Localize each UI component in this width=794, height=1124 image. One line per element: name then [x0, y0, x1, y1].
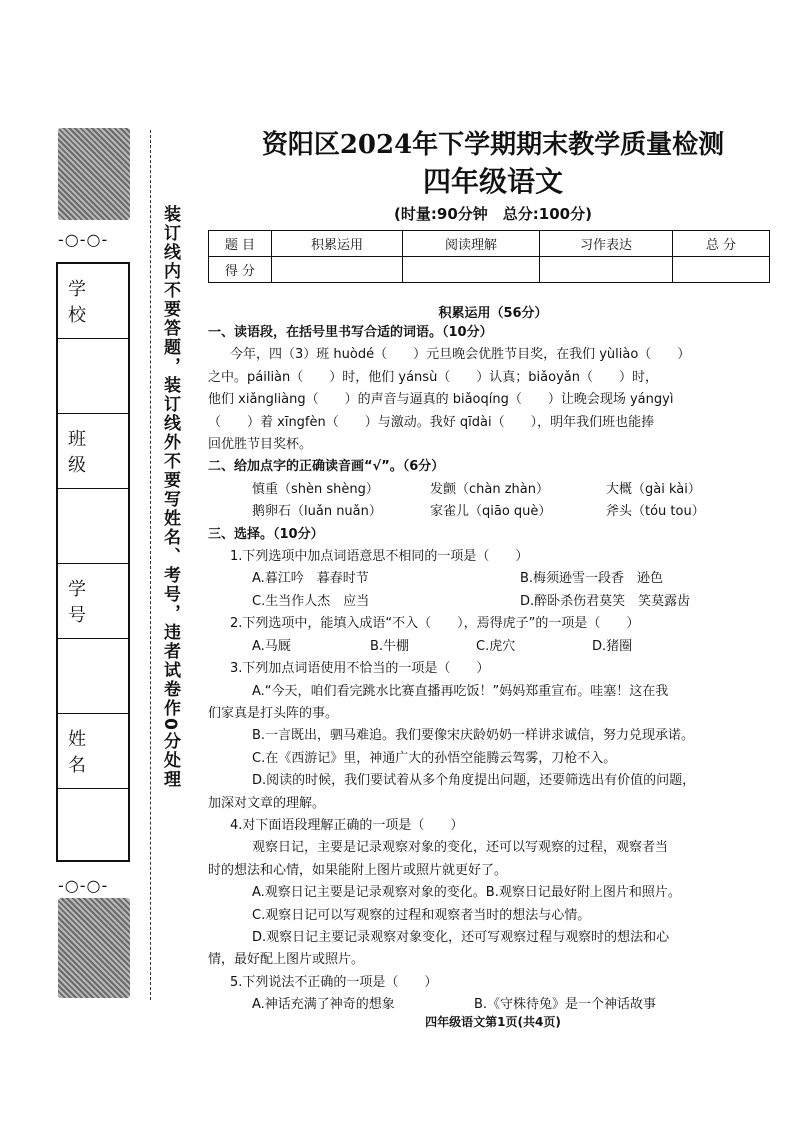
q2-item[interactable]: 慎重（shèn shèng） — [252, 481, 379, 497]
score-header-writing: 习作表达 — [540, 231, 673, 257]
q3-4-passage: 观察日记，主要是记录观察对象的变化，还可以写观察的过程，观察者当 — [252, 840, 669, 856]
binding-warning-text: 装订线内不要答题，装订线外不要写姓名、考号，违者试卷作0分处理 — [160, 205, 180, 789]
class-field[interactable] — [58, 489, 128, 564]
option-b[interactable]: B.一言既出，驷马难追。我们要像宋庆龄奶奶一样讲求诚信，努力兑现承诺。 — [252, 728, 695, 744]
section-title: 积累运用（56分） — [438, 306, 548, 321]
score-row-label: 得 分 — [209, 257, 272, 283]
score-cell-accumulation[interactable] — [272, 257, 403, 283]
name-label: 姓名 — [58, 714, 128, 789]
q3-1-options — [208, 591, 776, 613]
score-header-accumulation: 积累运用 — [272, 231, 403, 257]
option-a[interactable]: A.暮江吟 暮春时节 — [252, 571, 369, 587]
score-cell-total[interactable] — [673, 257, 770, 283]
q3-2-stem: 2.下列选项中，能填入成语“不入（ ），焉得虎子”的一项是（ ） — [230, 616, 640, 632]
option-b[interactable]: B.《守株待兔》是一个神话故事 — [474, 997, 657, 1013]
q3-1-stem: 1.下列选项中加点词语意思不相同的一项是（ ） — [230, 549, 529, 565]
option-d[interactable]: D.阅读的时候，我们要试着从多个角度提出问题，还要筛选出有价值的问题， — [252, 773, 696, 789]
q1-title: 一、读语段，在括号里书写合适的词语。（10分） — [208, 325, 493, 340]
school-label: 学校 — [58, 264, 128, 339]
binding-marker-top: -○-○- — [58, 230, 109, 249]
score-table — [208, 230, 770, 283]
q2-item[interactable]: 鹅卵石（luǎn nuǎn） — [252, 504, 382, 520]
q2-item[interactable]: 大概（gài kài） — [606, 481, 701, 497]
q3-5-stem: 5.下列说法不正确的一项是（ ） — [230, 974, 438, 990]
q3-title: 三、选择。（10分） — [208, 526, 324, 542]
student-info-box — [56, 262, 130, 862]
q2-item[interactable]: 家雀儿（qiāo què） — [430, 504, 552, 520]
score-header-reading: 阅读理解 — [403, 231, 540, 257]
option-b[interactable]: B.梅须逊雪一段香 逊色 — [520, 571, 664, 587]
q2-title: 二、给加点字的正确读音画“√”。（6分） — [208, 459, 445, 475]
q2-item[interactable]: 发颤（chàn zhàn） — [430, 481, 549, 497]
option-d-cont: 加深对文章的理解。 — [208, 795, 326, 811]
q2-item[interactable]: 斧头（tóu tou） — [606, 504, 705, 520]
student-id-field[interactable] — [58, 639, 128, 714]
exam-title: 资阳区2024年下学期期末教学质量检测 — [261, 130, 725, 160]
score-header-total: 总 分 — [673, 231, 770, 257]
option-c[interactable]: C.在《西游记》里，神通广大的孙悟空能腾云驾雾，刀枪不入。 — [252, 750, 617, 766]
q3-1-options — [208, 568, 776, 590]
exam-time-info: (时量:90分钟 总分:100分) — [394, 205, 592, 223]
option-a[interactable]: A.神话充满了神奇的想象 — [252, 997, 395, 1013]
q1-line: 之中。páiliàn（ ）时，他们 yánsù（ ）认真；biǎoyǎn（ ）时， — [208, 369, 658, 385]
exam-subject: 四年级语文 — [422, 165, 563, 198]
q1-line: （ ）着 xīngfèn（ ）与激动。我好 qīdài（ ），明年我们班也能捧 — [208, 414, 655, 430]
q1-line: 今年，四（3）班 huòdé（ ）元旦晚会优胜节目奖，在我们 yùliào（ ） — [230, 347, 691, 363]
name-field[interactable] — [58, 789, 128, 864]
class-label: 班级 — [58, 414, 128, 489]
score-cell-reading[interactable] — [403, 257, 540, 283]
option-a-cont: 们家真是打头阵的事。 — [208, 705, 339, 721]
q2-row — [208, 479, 776, 501]
page-footer: 四年级语文第1页(共4页) — [425, 1015, 561, 1029]
q3-2-options — [208, 636, 776, 658]
q3-4-stem: 4.对下面语段理解正确的一项是（ ） — [230, 817, 464, 833]
q1-line: 回优胜节目奖杯。 — [208, 437, 313, 453]
school-field[interactable] — [58, 339, 128, 414]
qr-code-top — [58, 128, 130, 220]
questions — [208, 322, 776, 1017]
student-id-label: 学号 — [58, 564, 128, 639]
qr-code-bottom — [58, 898, 130, 998]
binding-sidebar — [0, 0, 200, 1124]
option-c[interactable]: C.观察日记可以写观察的过程和观察者当时的想法与心情。 — [252, 907, 591, 923]
option-a[interactable]: A.“今天，咱们看完跳水比赛直播再吃饭！”妈妈郑重宣布。哇塞！这在我 — [252, 683, 669, 699]
option-d-cont: 情，最好配上图片或照片。 — [208, 952, 365, 968]
option-a-b[interactable]: A.观察日记主要是记录观察对象的变化。B.观察日记最好附上图片和照片。 — [252, 885, 681, 901]
q3-3-stem: 3.下列加点词语使用不恰当的一项是（ ） — [230, 661, 490, 677]
option-d[interactable]: D.醉卧杀伤君莫笑 笑莫露齿 — [520, 593, 691, 609]
q3-4-passage-cont: 时的想法和心情，如果能附上图片或照片就更好了。 — [208, 862, 508, 878]
option-d[interactable]: D.观察日记主要记录观察对象变化，还可写观察过程与观察时的想法和心 — [252, 929, 670, 945]
q1-line: 他们 xiǎngliàng（ ）的声音与逼真的 biǎoqíng（ ）让晚会现场 yángyì — [208, 392, 674, 408]
score-table-score-row — [209, 257, 770, 283]
option-d[interactable]: D.猪圈 — [592, 638, 633, 654]
option-c[interactable]: C.虎穴 — [476, 638, 516, 654]
option-a[interactable]: A.马厩 — [252, 638, 291, 654]
score-header-item: 题 目 — [209, 231, 272, 257]
score-table-header-row — [209, 231, 770, 257]
option-c[interactable]: C.生当作人杰 应当 — [252, 593, 370, 609]
binding-marker-bottom: -○-○- — [58, 876, 109, 895]
score-cell-writing[interactable] — [540, 257, 673, 283]
q2-row — [208, 501, 776, 523]
option-b[interactable]: B.牛棚 — [370, 638, 410, 654]
